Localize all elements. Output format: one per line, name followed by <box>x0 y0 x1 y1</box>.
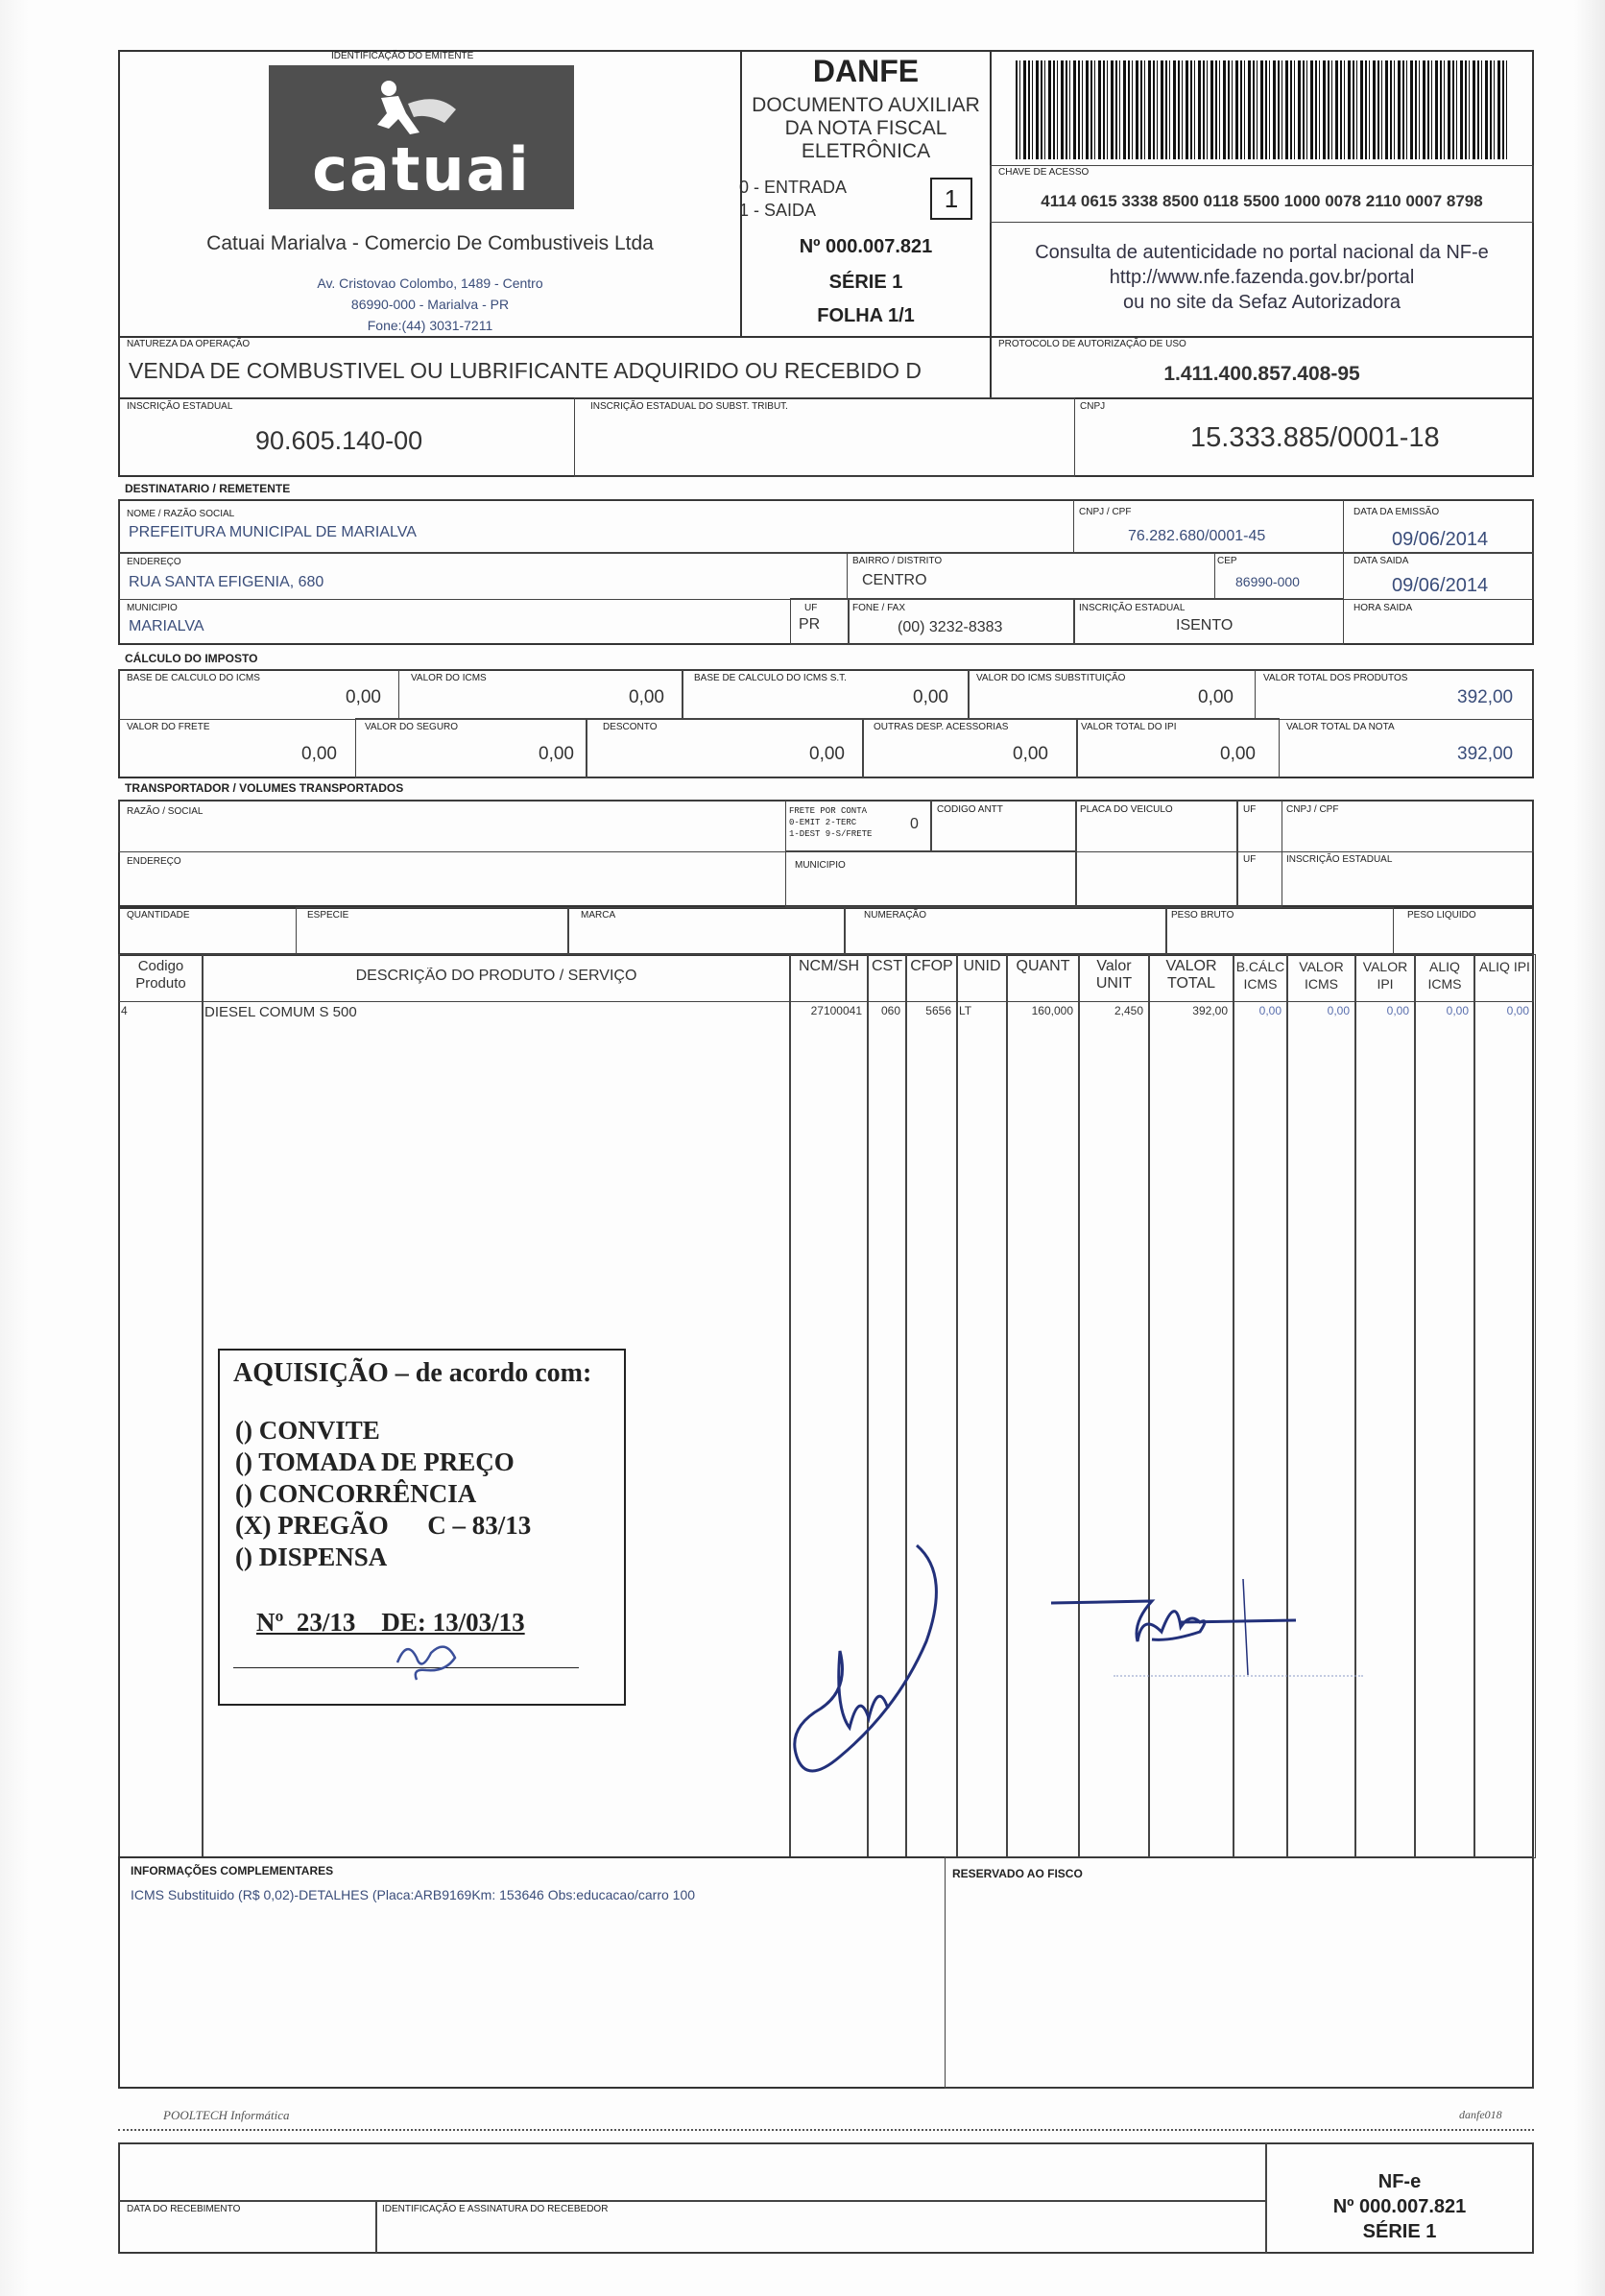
signature-1 <box>782 1536 955 1785</box>
data-recebimento-label: DATA DO RECEBIMENTO <box>127 2204 241 2214</box>
especie-label: ESPECIE <box>307 910 349 921</box>
dest-data-saida-label: DATA SAIDA <box>1353 556 1409 566</box>
peso-liquido-label: PESO LIQUIDO <box>1407 910 1476 921</box>
entrada-label: 0 - ENTRADA <box>739 178 848 197</box>
ipi-label: VALOR TOTAL DO IPI <box>1081 722 1177 732</box>
frete: 0,00 <box>301 744 337 764</box>
produtos-column <box>1354 954 1416 1858</box>
consulta-line-3: ou no site da Sefaz Autorizadora <box>1122 292 1401 313</box>
form-id: danfe018 <box>1459 2108 1502 2121</box>
produto-cell: 27100041 <box>810 1004 862 1017</box>
produto-cell: DIESEL COMUM S 500 <box>204 1004 357 1020</box>
outras-label: OUTRAS DESP. ACESSORIAS <box>874 722 1009 732</box>
seguro: 0,00 <box>539 744 574 764</box>
footer-numero: Nº 000.007.821 <box>1332 2196 1467 2217</box>
peso-bruto-label: PESO BRUTO <box>1171 910 1234 921</box>
dest-bairro-label: BAIRRO / DISTRITO <box>852 556 943 566</box>
produtos-column <box>1473 954 1536 1858</box>
danfe-title: DANFE <box>812 54 920 88</box>
produto-cell: 0,00 <box>1327 1004 1350 1017</box>
transp-razao-label: RAZÃO / SOCIAL <box>127 806 204 817</box>
transp-uf-cell <box>1236 800 1282 907</box>
natureza-value: VENDA DE COMBUSTIVEL OU LUBRIFICANTE ADQUIRIDO OU RECEBIDO D <box>129 358 922 383</box>
company-logo <box>269 65 574 209</box>
dest-nome-label: NOME / RAZÃO SOCIAL <box>127 509 235 519</box>
base-st-label: BASE DE CALCULO DO ICMS S.T. <box>694 673 847 683</box>
chave-label: CHAVE DE ACESSO <box>998 167 1090 178</box>
transp-municipio-label: MUNICIPIO <box>795 860 846 871</box>
produtos-header-cell: CFOP <box>910 958 953 974</box>
transp-uf-label: UF <box>1243 804 1257 815</box>
tipo-box: 1 <box>930 178 972 220</box>
produtos-header-cell: VALOR TOTAL <box>1165 958 1217 992</box>
consulta-line-1: Consulta de autenticidade no portal nacional da NF-e <box>1035 242 1489 263</box>
produto-cell: 060 <box>880 1004 900 1017</box>
dest-ie: ISENTO <box>1176 617 1234 634</box>
valor-st-label: VALOR DO ICMS SUBSTITUIÇÃO <box>976 673 1126 683</box>
signature-2 <box>1046 1574 1315 1680</box>
identificacao-label: IDENTIFICAÇÃO E ASSINATURA DO RECEBEDOR <box>382 2204 609 2214</box>
valor-icms: 0,00 <box>629 687 664 707</box>
destinatario-title: DESTINATARIO / REMETENTE <box>125 482 291 495</box>
transp-antt-label: CODIGO ANTT <box>937 804 1003 815</box>
dest-cnpj: 76.282.680/0001-45 <box>1128 528 1266 544</box>
total-produtos: 392,00 <box>1457 687 1514 707</box>
produtos-header-cell: NCM/SH <box>798 958 860 974</box>
produtos-header-cell: Valor UNIT <box>1095 958 1133 992</box>
produtos-column <box>956 954 1008 1858</box>
produto-cell: 4 <box>121 1004 128 1017</box>
produtos-header-cell: UNID <box>963 958 1001 974</box>
transp-placa-cell <box>1075 800 1238 907</box>
nota-folha: FOLHA 1/1 <box>817 305 915 326</box>
produtos-column <box>1006 954 1080 1858</box>
base-st: 0,00 <box>913 687 948 707</box>
stamp-option-dispensa: () DISPENSA <box>235 1543 388 1571</box>
valor-icms-label: VALOR DO ICMS <box>411 673 487 683</box>
transp-placa-label: PLACA DO VEICULO <box>1080 804 1173 815</box>
nota-serie: SÉRIE 1 <box>828 272 903 293</box>
base-icms-label: BASE DE CALCULO DO ICMS <box>127 673 260 683</box>
stamp-initials <box>388 1634 465 1682</box>
stamp-option-tomada: () TOMADA DE PREÇO <box>235 1447 515 1476</box>
dest-endereco: RUA SANTA EFIGENIA, 680 <box>129 574 324 590</box>
dest-uf-label: UF <box>804 603 818 613</box>
produto-cell: 0,00 <box>1506 1004 1529 1017</box>
produtos-column <box>118 954 204 1858</box>
produtos-column <box>1414 954 1475 1858</box>
quantidade-label: QUANTIDADE <box>127 910 190 921</box>
produtos-header-cell: VALOR ICMS <box>1299 959 1344 992</box>
numeracao-label: NUMERAÇÃO <box>864 910 927 921</box>
cnpj-label: CNPJ <box>1080 401 1106 412</box>
produtos-header-cell: VALOR IPI <box>1362 959 1408 992</box>
produtos-header-cell: ALIQ ICMS <box>1427 959 1462 992</box>
barcode <box>1016 60 1507 159</box>
produto-cell: LT <box>959 1004 972 1017</box>
produtos-header-cell: CST <box>872 958 902 974</box>
produto-cell: 0,00 <box>1258 1004 1282 1017</box>
dest-endereco-label: ENDEREÇO <box>127 557 181 567</box>
dest-data-emissao: 09/06/2014 <box>1392 529 1489 550</box>
desconto-label: DESCONTO <box>603 722 658 732</box>
frete-label: VALOR DO FRETE <box>127 722 210 732</box>
faded-stamp <box>1114 1675 1363 1725</box>
consulta-line-2[interactable]: http://www.nfe.fazenda.gov.br/portal <box>1109 267 1415 288</box>
transp-cnpj-label: CNPJ / CPF <box>1286 804 1339 815</box>
saida-label: 1 - SAIDA <box>739 201 817 220</box>
informacoes-label: INFORMAÇÕES COMPLEMENTARES <box>131 1864 334 1877</box>
stamp-option-convite: () CONVITE <box>235 1416 380 1445</box>
produtos-header-cell: Codigo Produto <box>135 958 186 992</box>
dest-fone: (00) 3232-8383 <box>898 619 1003 635</box>
natureza-label: NATUREZA DA OPERAÇÃO <box>127 339 251 349</box>
produto-cell: 5656 <box>925 1004 951 1017</box>
transp-endereco-label: ENDEREÇO <box>127 856 181 867</box>
informacoes-value: ICMS Substituido (R$ 0,02)-DETALHES (Placa:ARB9169Km: 153646 Obs:educacao/carro 100 <box>131 1887 696 1902</box>
outras: 0,00 <box>1013 744 1048 764</box>
ipi: 0,00 <box>1220 744 1256 764</box>
emitente-cep: 86990-000 - Marialva - PR <box>350 297 510 312</box>
transp-frete-val: 0 <box>910 816 919 832</box>
recebimento-top <box>118 2142 1267 2202</box>
transp-frete-l2: 0-EMIT 2-TERC <box>789 818 857 827</box>
dest-hora-label: HORA SAIDA <box>1353 603 1413 613</box>
total-produtos-label: VALOR TOTAL DOS PRODUTOS <box>1263 673 1408 683</box>
transp-ie-label: INSCRIÇÃO ESTADUAL <box>1286 854 1393 865</box>
transp-uf2-label: UF <box>1243 854 1257 865</box>
protocolo-value: 1.411.400.857.408-95 <box>1163 363 1360 385</box>
logo-figure-icon <box>360 75 475 142</box>
desconto: 0,00 <box>809 744 845 764</box>
base-icms: 0,00 <box>346 687 381 707</box>
dest-cep-label: CEP <box>1217 556 1237 566</box>
dest-municipio-label: MUNICIPIO <box>127 603 178 613</box>
produto-cell: 392,00 <box>1192 1004 1228 1017</box>
total-nota-label: VALOR TOTAL DA NOTA <box>1286 722 1395 732</box>
transp-frete-l1: FRETE POR CONTA <box>789 806 868 816</box>
marca-label: MARCA <box>581 910 616 921</box>
ie-label: INSCRIÇÃO ESTADUAL <box>127 401 233 412</box>
nota-numero: Nº 000.007.821 <box>799 236 933 257</box>
dest-nome: PREFEITURA MUNICIPAL DE MARIALVA <box>129 524 417 540</box>
protocolo-label: PROTOCOLO DE AUTORIZAÇÃO DE USO <box>998 339 1186 349</box>
dest-data-emissao-label: DATA DA EMISSÃO <box>1353 507 1440 517</box>
dest-uf: PR <box>799 616 821 633</box>
dest-bairro: CENTRO <box>862 572 927 588</box>
dest-municipio: MARIALVA <box>129 618 204 634</box>
stamp-option-pregao: (X) PREGÃO C – 83/13 <box>235 1511 532 1540</box>
produto-cell: 160,000 <box>1031 1004 1073 1017</box>
ie-st-label: INSCRIÇÃO ESTADUAL DO SUBST. TRIBUT. <box>590 401 788 412</box>
logo-text: catuai <box>312 134 531 204</box>
danfe-subtitle-3: ELETRÔNICA <box>801 140 931 162</box>
seguro-label: VALOR DO SEGURO <box>365 722 459 732</box>
cut-line <box>118 2129 1534 2131</box>
ie-value: 90.605.140-00 <box>255 426 423 455</box>
produto-cell: 0,00 <box>1446 1004 1469 1017</box>
dest-fone-label: FONE / FAX <box>852 603 906 613</box>
footer-serie: SÉRIE 1 <box>1362 2221 1437 2242</box>
footer-nfe: NF-e <box>1377 2171 1422 2192</box>
fisco-label: RESERVADO AO FISCO <box>952 1867 1083 1880</box>
stamp-option-concorrencia: () CONCORRÊNCIA <box>235 1479 477 1508</box>
software-credit: POOLTECH Informática <box>163 2108 290 2122</box>
dest-cnpj-label: CNPJ / CPF <box>1079 507 1132 517</box>
chave-value: 4114 0615 3338 8500 0118 5500 1000 0078 2110 0007 8798 <box>1041 192 1483 210</box>
transp-mun-cell <box>785 850 1077 907</box>
produtos-header-cell: B.CÁLC ICMS <box>1235 959 1285 992</box>
emitente-label: IDENTIFICAÇÃO DO EMITENTE <box>331 51 474 61</box>
danfe-subtitle-1: DOCUMENTO AUXILIAR <box>752 94 980 116</box>
emitente-name: Catuai Marialva - Comercio De Combustiveis Ltda <box>206 232 654 254</box>
dest-cep: 86990-000 <box>1235 574 1300 589</box>
valor-st: 0,00 <box>1198 687 1234 707</box>
dest-data-saida: 09/06/2014 <box>1392 575 1489 596</box>
emitente-address: Av. Cristovao Colombo, 1489 - Centro <box>317 275 543 291</box>
aquisicao-stamp <box>218 1349 626 1706</box>
produto-cell: 2,450 <box>1114 1004 1143 1017</box>
produtos-header-cell: ALIQ IPI <box>1479 959 1530 974</box>
produtos-header-cell: QUANT <box>1016 958 1070 974</box>
emitente-phone: Fone:(44) 3031-7211 <box>367 318 493 333</box>
stamp-title: AQUISIÇÃO – de acordo com: <box>233 1358 592 1388</box>
produtos-header-cell: DESCRIÇÃO DO PRODUTO / SERVIÇO <box>355 968 637 984</box>
total-nota: 392,00 <box>1457 744 1514 764</box>
imposto-title: CÁLCULO DO IMPOSTO <box>125 652 258 665</box>
danfe-subtitle-2: DA NOTA FISCAL <box>784 117 947 139</box>
fisco-cell <box>945 1856 1534 2089</box>
dest-ie-label: INSCRIÇÃO ESTADUAL <box>1079 603 1186 613</box>
produto-cell: 0,00 <box>1386 1004 1409 1017</box>
transp-frete-l3: 1-DEST 9-S/FRETE <box>789 829 873 839</box>
stamp-numero: Nº 23/13 DE: 13/03/13 <box>256 1608 525 1637</box>
cnpj-value: 15.333.885/0001-18 <box>1190 422 1440 453</box>
transportador-title: TRANSPORTADOR / VOLUMES TRANSPORTADOS <box>125 781 404 795</box>
